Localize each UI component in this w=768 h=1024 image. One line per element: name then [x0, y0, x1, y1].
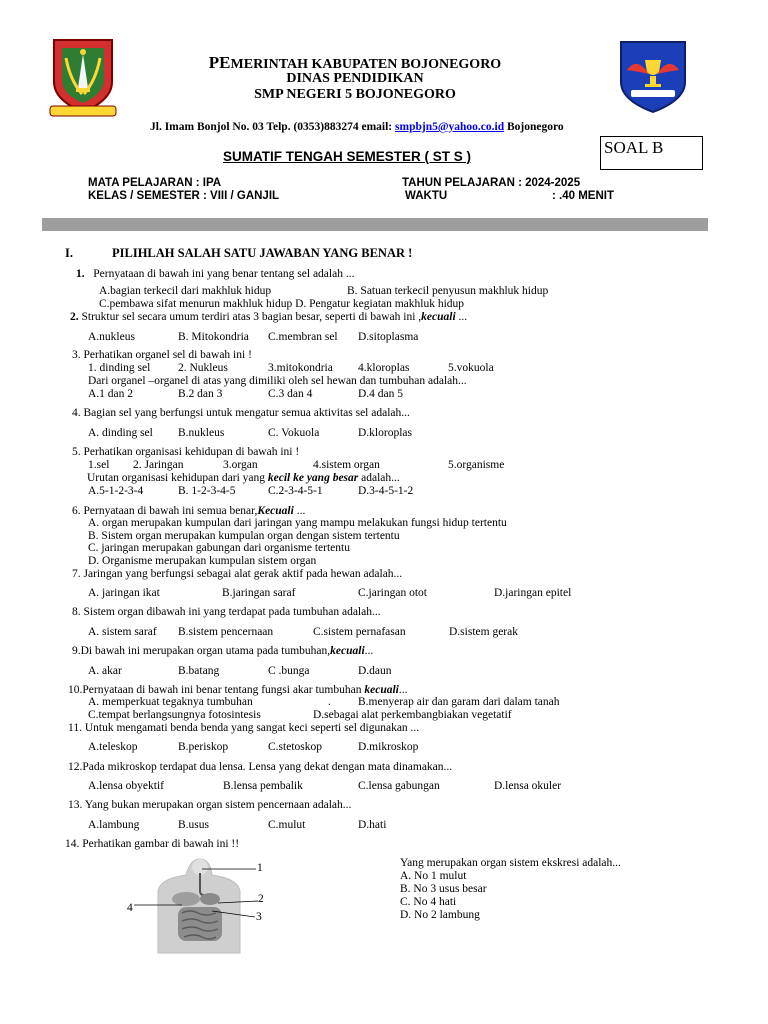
q6-text: 6. Pernyataan di bawah ini semua benar, — [72, 505, 258, 517]
q9-option-d: D.daun — [358, 665, 392, 677]
q1-number: 1. — [76, 268, 85, 280]
q1-text: Pernyataan di bawah ini yang benar tentang sel adalah ... — [93, 268, 355, 280]
q10-option-b: B.menyerap air dan garam dari dalam tanah — [358, 696, 560, 708]
q4-option-a: A. dinding sel — [88, 427, 153, 439]
question-10 — [68, 684, 407, 696]
q9-text: 9.Di bawah ini merupakan organ utama pada tumbuhan, — [72, 645, 331, 657]
q11-option-b: B.periskop — [178, 741, 229, 753]
question-4: 4. Bagian sel yang berfungsi untuk mengatur semua aktivitas sel adalah... — [72, 407, 410, 419]
soal-label-box: SOAL B — [600, 136, 703, 170]
question-3: 3. Perhatikan organel sel di bawah ini ! — [72, 349, 252, 361]
q10-text: 10.Pernyataan di bawah ini benar tentang fungsi akar tumbuhan — [68, 684, 365, 696]
q5-item-3: 3.organ — [223, 459, 258, 471]
diagram-label-3: 3 — [256, 911, 262, 923]
meta-time-label: WAKTU — [405, 190, 448, 202]
q2-text: Struktur sel secara umum terdiri atas 3 bagian besar, seperti di bawah ini , — [78, 311, 422, 323]
q14-option-c: C. No 4 hati — [400, 896, 457, 908]
email-link[interactable]: smpbjn5@yahoo.co.id — [395, 121, 505, 133]
q9-tail: ... — [364, 645, 374, 657]
question-14: 14. Perhatikan gambar di bawah ini !! — [65, 838, 240, 850]
q6-emphasis: Kecuali — [257, 505, 294, 517]
header-school: SMP NEGERI 5 BOJONEGORO — [254, 87, 456, 102]
q1-option-a: A.bagian terkecil dari makhluk hidup — [99, 285, 272, 297]
q9-option-c: C .bunga — [268, 665, 310, 677]
q6-option-a: A. organ merupakan kumpulan dari jaringan yang mampu melakukan fungsi hidup tertentu — [88, 517, 507, 529]
address-city: Bojonegoro — [504, 121, 564, 133]
q10-option-a-dot: . — [328, 696, 331, 708]
q5-item-4: 4.sistem organ — [313, 459, 380, 471]
q6-option-b: B. Sistem organ merupakan kumpulan organ dengan sistem tertentu — [88, 530, 400, 542]
q3-item-3: 3.mitokondria — [268, 362, 333, 374]
q7-option-a: A. jaringan ikat — [88, 587, 160, 599]
q2-tail: ... — [455, 311, 468, 323]
q6-option-d: D. Organisme merupakan kumpulan sistem organ — [88, 555, 317, 567]
q13-option-c: C.mulut — [268, 819, 306, 831]
q2-emphasis: kecuali — [421, 311, 456, 323]
q13-option-d: D.hati — [358, 819, 387, 831]
exam-title: SUMATIF TENGAH SEMESTER ( ST S ) — [223, 149, 472, 164]
digestive-system-diagram — [120, 855, 280, 955]
q7-option-b: B.jaringan saraf — [222, 587, 296, 599]
header-divider-bar — [42, 218, 708, 231]
smp-negeri-5-logo — [617, 38, 689, 114]
q5-item-2: 2. Jaringan — [133, 459, 184, 471]
q11-option-c: C.stetoskop — [268, 741, 322, 753]
header-government-rest: MERINTAH KABUPATEN BOJONEGORO — [230, 57, 502, 72]
q10-option-d: D.sebagai alat perkembangbiakan vegetatif — [313, 709, 512, 721]
q8-option-c: C.sistem pernafasan — [313, 626, 406, 638]
q2-option-c: C.membran sel — [268, 331, 338, 343]
school-address — [150, 121, 564, 133]
q9-emphasis: kecuali — [330, 645, 365, 657]
meta-year: TAHUN PELAJARAN : 2024-2025 — [402, 177, 581, 189]
question-11: 11. Untuk mengamati benda benda yang sangat keci seperti sel digunakan ... — [68, 722, 420, 734]
q1-option-b: B. Satuan terkecil penyusun makhluk hidup — [347, 285, 549, 297]
q10-tail: ... — [398, 684, 408, 696]
q3-item-5: 5.vokuola — [448, 362, 494, 374]
section-number: I. — [65, 246, 73, 260]
address-text: Jl. Imam Bonjol No. 03 Telp. (0353)883274 email: — [150, 121, 396, 133]
q7-option-d: D.jaringan epitel — [494, 587, 572, 599]
q4-option-d: D.kloroplas — [358, 427, 412, 439]
header-department: DINAS PENDIDIKAN — [286, 71, 424, 86]
q13-option-a: A.lambung — [88, 819, 140, 831]
q5-emphasis: kecil ke yang besar — [267, 472, 359, 484]
q5-option-a: A.5-1-2-3-4 — [88, 485, 144, 497]
q14-stem: Yang merupakan organ sistem ekskresi adalah... — [400, 857, 621, 869]
q2-number: 2. — [70, 311, 79, 323]
q8-option-b: B.sistem pencernaan — [178, 626, 274, 638]
q5-item-1: 1.sel — [88, 459, 110, 471]
q5-item-5: 5.organisme — [448, 459, 505, 471]
q6-tail: ... — [293, 505, 306, 517]
q3-stem: Dari organel –organel di atas yang dimiliki oleh sel hewan dan tumbuhan adalah... — [88, 375, 467, 387]
question-5: 5. Perhatikan organisasi kehidupan di bawah ini ! — [72, 446, 300, 458]
q14-option-b: B. No 3 usus besar — [400, 883, 487, 895]
q11-option-a: A.teleskop — [88, 741, 138, 753]
q5-option-b: B. 1-2-3-4-5 — [178, 485, 236, 497]
q3-option-a: A.1 dan 2 — [88, 388, 134, 400]
q3-item-2: 2. Nukleus — [178, 362, 228, 374]
question-8: 8. Sistem organ dibawah ini yang terdapat pada tumbuhan adalah... — [72, 606, 381, 618]
q5-stem — [87, 472, 400, 484]
question-2 — [70, 311, 467, 323]
q13-option-b: B.usus — [178, 819, 209, 831]
question-6 — [72, 505, 305, 517]
q10-option-c: C.tempat berlangsungnya fotosintesis — [88, 709, 261, 721]
q14-option-a: A. No 1 mulut — [400, 870, 467, 882]
q2-option-b: B. Mitokondria — [178, 331, 249, 343]
q11-option-d: D.mikroskop — [358, 741, 419, 753]
q10-option-a: A. memperkuat tegaknya tumbuhan — [88, 696, 253, 708]
question-1 — [76, 268, 354, 280]
q5-option-d: D.3-4-5-1-2 — [358, 485, 414, 497]
question-13: 13. Yang bukan merupakan organ sistem pencernaan adalah... — [68, 799, 352, 811]
q7-option-c: C.jaringan otot — [358, 587, 427, 599]
question-9 — [72, 645, 373, 657]
q4-option-b: B.nukleus — [178, 427, 225, 439]
diagram-label-2: 2 — [258, 893, 264, 905]
q5-tail: adalah... — [358, 472, 400, 484]
q12-option-a: A.lensa obyektif — [88, 780, 165, 792]
q10-emphasis: kecuali — [364, 684, 399, 696]
header-government — [160, 53, 550, 73]
q1-option-cd: C.pembawa sifat menurun makhluk hidup D. Pengatur kegiatan makhluk hidup — [99, 298, 465, 310]
q9-option-b: B.batang — [178, 665, 220, 677]
header-government-prefix: PE — [208, 53, 231, 72]
q14-option-d: D. No 2 lambung — [400, 909, 480, 921]
q8-option-a: A. sistem saraf — [88, 626, 157, 638]
q2-option-a: A.nukleus — [88, 331, 135, 343]
q8-option-d: D.sistem gerak — [449, 626, 518, 638]
q3-item-1: 1. dinding sel — [88, 362, 151, 374]
meta-subject: MATA PELAJARAN : IPA — [88, 177, 222, 189]
q3-option-b: B.2 dan 3 — [178, 388, 223, 400]
q12-option-c: C.lensa gabungan — [358, 780, 440, 792]
question-7: 7. Jaringan yang berfungsi sebagai alat gerak aktif pada hewan adalah... — [72, 568, 403, 580]
question-12: 12.Pada mikroskop terdapat dua lensa. Lensa yang dekat dengan mata dinamakan... — [68, 761, 453, 773]
bojonegoro-regency-logo — [48, 36, 118, 120]
meta-time-value: : .40 MENIT — [552, 190, 614, 202]
q12-option-d: D.lensa okuler — [494, 780, 562, 792]
q2-option-d: D.sitoplasma — [358, 331, 419, 343]
diagram-label-1: 1 — [257, 862, 263, 874]
q6-option-c: C. jaringan merupakan gabungan dari organisme tertentu — [88, 542, 350, 554]
q9-option-a: A. akar — [88, 665, 122, 677]
q4-option-c: C. Vokuola — [268, 427, 320, 439]
q3-item-4: 4.kloroplas — [358, 362, 410, 374]
q5-option-c: C.2-3-4-5-1 — [268, 485, 323, 497]
diagram-label-4: 4 — [127, 902, 133, 914]
q3-option-d: D.4 dan 5 — [358, 388, 404, 400]
q5-stem-text: Urutan organisasi kehidupan dari yang — [87, 472, 268, 484]
q12-option-b: B.lensa pembalik — [223, 780, 303, 792]
section-title: PILIHLAH SALAH SATU JAWABAN YANG BENAR ! — [112, 246, 413, 260]
q3-option-c: C.3 dan 4 — [268, 388, 313, 400]
meta-class: KELAS / SEMESTER : VIII / GANJIL — [88, 190, 280, 202]
